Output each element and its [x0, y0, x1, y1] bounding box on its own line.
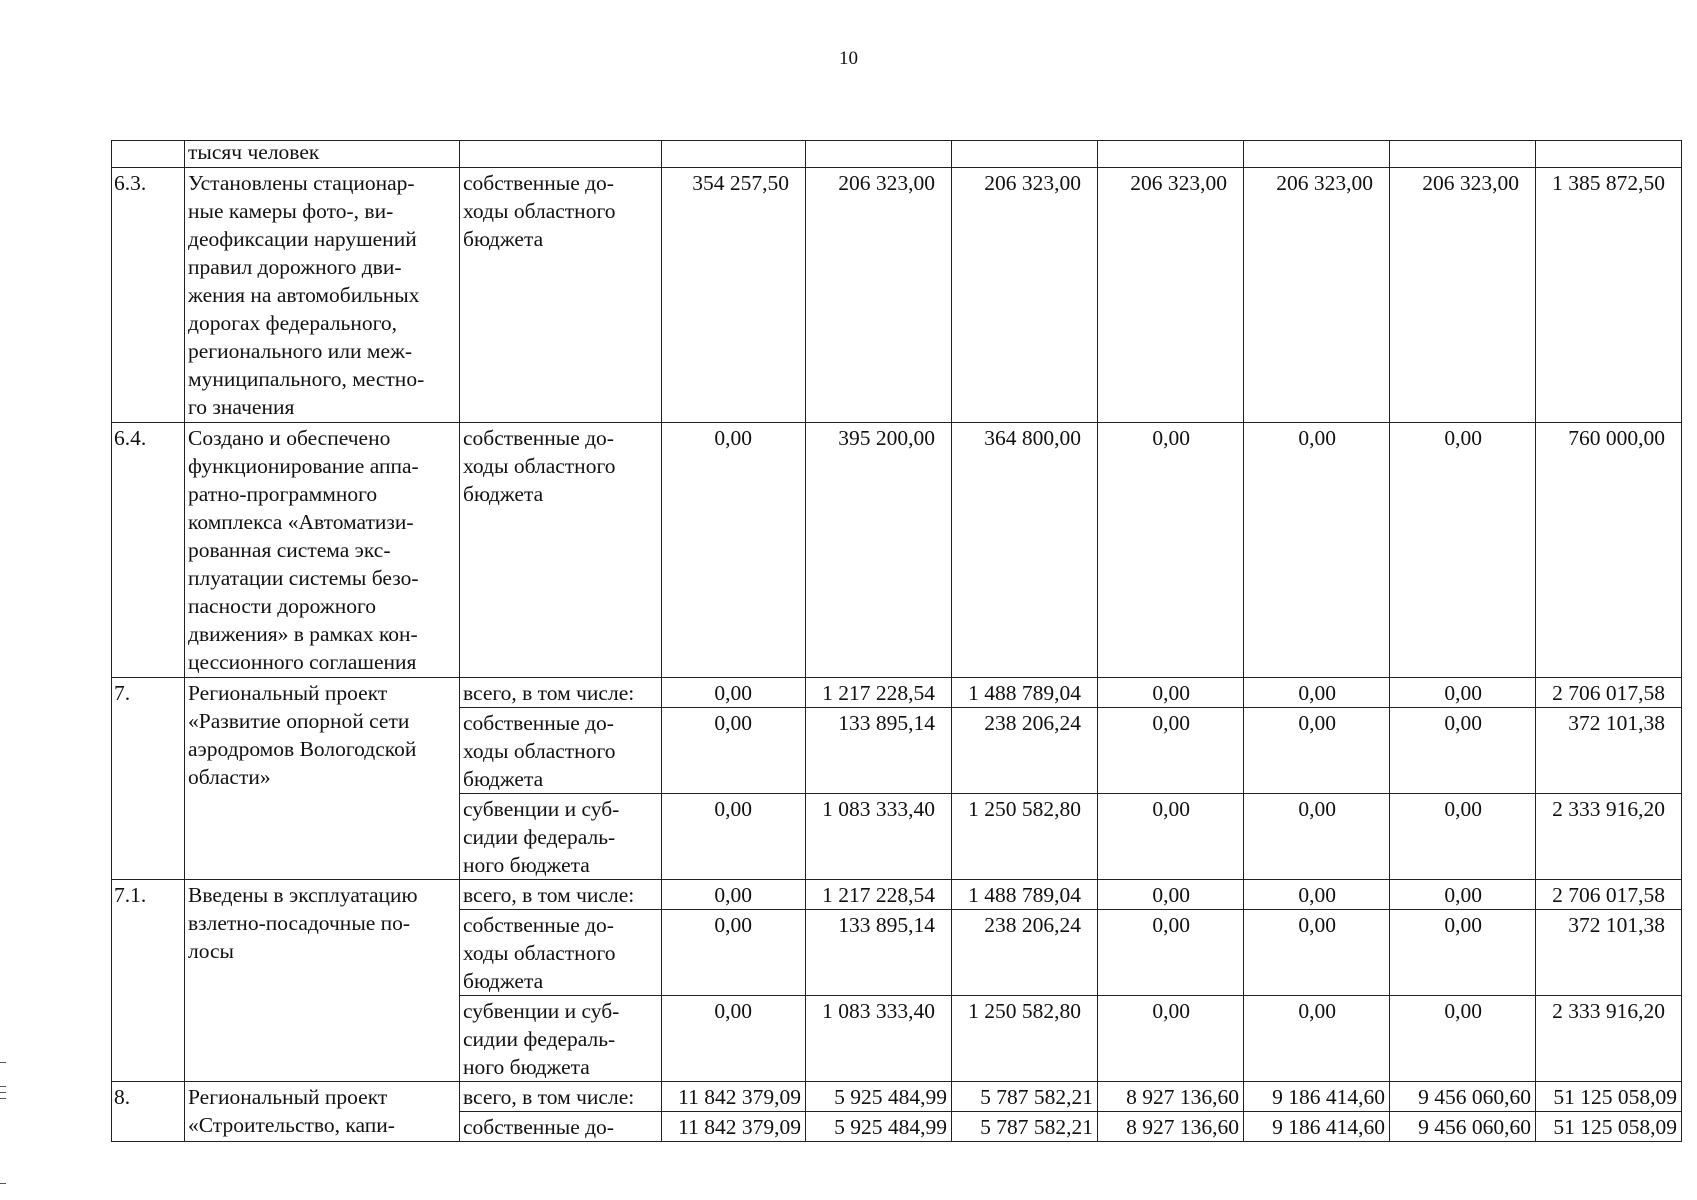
value-cell: 1 385 872,50 [1536, 168, 1682, 423]
row-name: Региональный проект «Развитие опорной сети аэродромов Вологодской области» [185, 678, 460, 880]
value-cell: 2 706 017,58 [1536, 880, 1682, 910]
row-source: всего, в том числе: [460, 880, 662, 910]
value-cell: 0,00 [662, 678, 806, 708]
scan-mark [0, 1183, 6, 1184]
value-cell: 0,00 [1244, 423, 1390, 678]
value-cell: 0,00 [662, 708, 806, 794]
value-cell: 0,00 [1244, 708, 1390, 794]
value-cell: 2 333 916,20 [1536, 996, 1682, 1082]
row-source: субвенции и суб- сидии федераль- ного бюджета [460, 794, 662, 880]
value-cell: 0,00 [662, 996, 806, 1082]
value-cell: 760 000,00 [1536, 423, 1682, 678]
value-cell: 395 200,00 [806, 423, 952, 678]
row-code: 6.3. [112, 168, 185, 423]
value-cell [662, 141, 806, 168]
value-cell: 206 323,00 [1244, 168, 1390, 423]
row-source: всего, в том числе: [460, 678, 662, 708]
value-cell: 0,00 [1244, 996, 1390, 1082]
value-cell: 0,00 [1098, 423, 1244, 678]
table-row [112, 168, 1682, 423]
value-cell: 0,00 [1390, 880, 1536, 910]
value-cell: 1 217 228,54 [806, 678, 952, 708]
budget-table [111, 140, 1682, 1142]
value-cell: 1 083 333,40 [806, 794, 952, 880]
row-name: Введены в эксплуатацию взлетно-посадочные по- лосы [185, 880, 460, 1082]
row-name: Региональный проект «Строительство, капи- [185, 1082, 460, 1142]
value-cell: 206 323,00 [1390, 168, 1536, 423]
row-source: собственные до- ходы областного бюджета [460, 708, 662, 794]
value-cell: 372 101,38 [1536, 910, 1682, 996]
row-source: собственные до- ходы областного бюджета [460, 168, 662, 423]
value-cell: 206 323,00 [1098, 168, 1244, 423]
table-row [112, 141, 1682, 168]
value-cell: 0,00 [1244, 880, 1390, 910]
value-cell [1536, 141, 1682, 168]
value-cell [806, 141, 952, 168]
value-cell [952, 141, 1098, 168]
value-cell: 11 842 379,09 [662, 1112, 806, 1142]
table-row [112, 1082, 1682, 1112]
value-cell: 0,00 [662, 794, 806, 880]
row-source: субвенции и суб- сидии федераль- ного бюджета [460, 996, 662, 1082]
value-cell: 133 895,14 [806, 910, 952, 996]
row-code: 7. [112, 678, 185, 880]
value-cell: 5 925 484,99 [806, 1082, 952, 1112]
value-cell: 9 456 060,60 [1390, 1112, 1536, 1142]
table-row [112, 880, 1682, 910]
value-cell: 0,00 [1390, 910, 1536, 996]
value-cell: 9 186 414,60 [1244, 1082, 1390, 1112]
value-cell: 364 800,00 [952, 423, 1098, 678]
row-source: собственные до- ходы областного бюджета [460, 423, 662, 678]
value-cell: 0,00 [1390, 996, 1536, 1082]
value-cell: 5 787 582,21 [952, 1112, 1098, 1142]
value-cell [1390, 141, 1536, 168]
value-cell [1098, 141, 1244, 168]
value-cell: 1 083 333,40 [806, 996, 952, 1082]
value-cell: 8 927 136,60 [1098, 1112, 1244, 1142]
row-code: 8. [112, 1082, 185, 1142]
row-code: 7.1. [112, 880, 185, 1082]
value-cell: 0,00 [1098, 996, 1244, 1082]
value-cell: 0,00 [1390, 423, 1536, 678]
value-cell: 1 488 789,04 [952, 880, 1098, 910]
value-cell: 0,00 [1390, 678, 1536, 708]
value-cell: 0,00 [1098, 708, 1244, 794]
value-cell: 51 125 058,09 [1536, 1112, 1682, 1142]
value-cell: 0,00 [662, 880, 806, 910]
value-cell: 0,00 [1244, 678, 1390, 708]
value-cell: 238 206,24 [952, 910, 1098, 996]
value-cell: 0,00 [662, 910, 806, 996]
value-cell: 8 927 136,60 [1098, 1082, 1244, 1112]
row-source: всего, в том числе: [460, 1082, 662, 1112]
value-cell: 238 206,24 [952, 708, 1098, 794]
value-cell [1244, 141, 1390, 168]
row-name: Установлены стационар- ные камеры фото-, ви- деофиксации нарушений правил дорожного дви- жения на автомобильных дорогах федерального, регионального или меж- муниципального, местно- го значения [185, 168, 460, 423]
value-cell: 5 925 484,99 [806, 1112, 952, 1142]
value-cell: 1 488 789,04 [952, 678, 1098, 708]
value-cell: 2 706 017,58 [1536, 678, 1682, 708]
value-cell: 0,00 [1390, 794, 1536, 880]
value-cell: 1 250 582,80 [952, 794, 1098, 880]
value-cell: 206 323,00 [952, 168, 1098, 423]
value-cell: 206 323,00 [806, 168, 952, 423]
row-code [112, 141, 185, 168]
value-cell: 0,00 [1098, 910, 1244, 996]
value-cell: 0,00 [1390, 708, 1536, 794]
value-cell: 5 787 582,21 [952, 1082, 1098, 1112]
row-source: собственные до- [460, 1112, 662, 1142]
value-cell: 9 456 060,60 [1390, 1082, 1536, 1112]
value-cell: 0,00 [1244, 794, 1390, 880]
scan-mark [0, 1086, 6, 1087]
page-number: 10 [839, 48, 858, 69]
value-cell: 11 842 379,09 [662, 1082, 806, 1112]
value-cell: 0,00 [1098, 794, 1244, 880]
value-cell: 1 250 582,80 [952, 996, 1098, 1082]
row-source: собственные до- ходы областного бюджета [460, 910, 662, 996]
value-cell: 133 895,14 [806, 708, 952, 794]
value-cell: 0,00 [662, 423, 806, 678]
table-row [112, 423, 1682, 678]
value-cell: 1 217 228,54 [806, 880, 952, 910]
value-cell: 354 257,50 [662, 168, 806, 423]
row-name: Создано и обеспечено функционирование аппа- ратно-программного комплекса «Автоматизи- рованная система экс- плуатации системы безо- пасности дорожного движения» в рамках кон- цессионного соглашения [185, 423, 460, 678]
row-source [460, 141, 662, 168]
scan-mark [0, 1098, 6, 1099]
row-code: 6.4. [112, 423, 185, 678]
value-cell: 51 125 058,09 [1536, 1082, 1682, 1112]
value-cell: 372 101,38 [1536, 708, 1682, 794]
value-cell: 0,00 [1098, 880, 1244, 910]
value-cell: 0,00 [1098, 678, 1244, 708]
row-name: тысяч человек [185, 141, 460, 168]
value-cell: 0,00 [1244, 910, 1390, 996]
scan-mark [0, 1092, 6, 1093]
table-row [112, 678, 1682, 708]
value-cell: 9 186 414,60 [1244, 1112, 1390, 1142]
value-cell: 2 333 916,20 [1536, 794, 1682, 880]
scan-mark [0, 1062, 6, 1063]
